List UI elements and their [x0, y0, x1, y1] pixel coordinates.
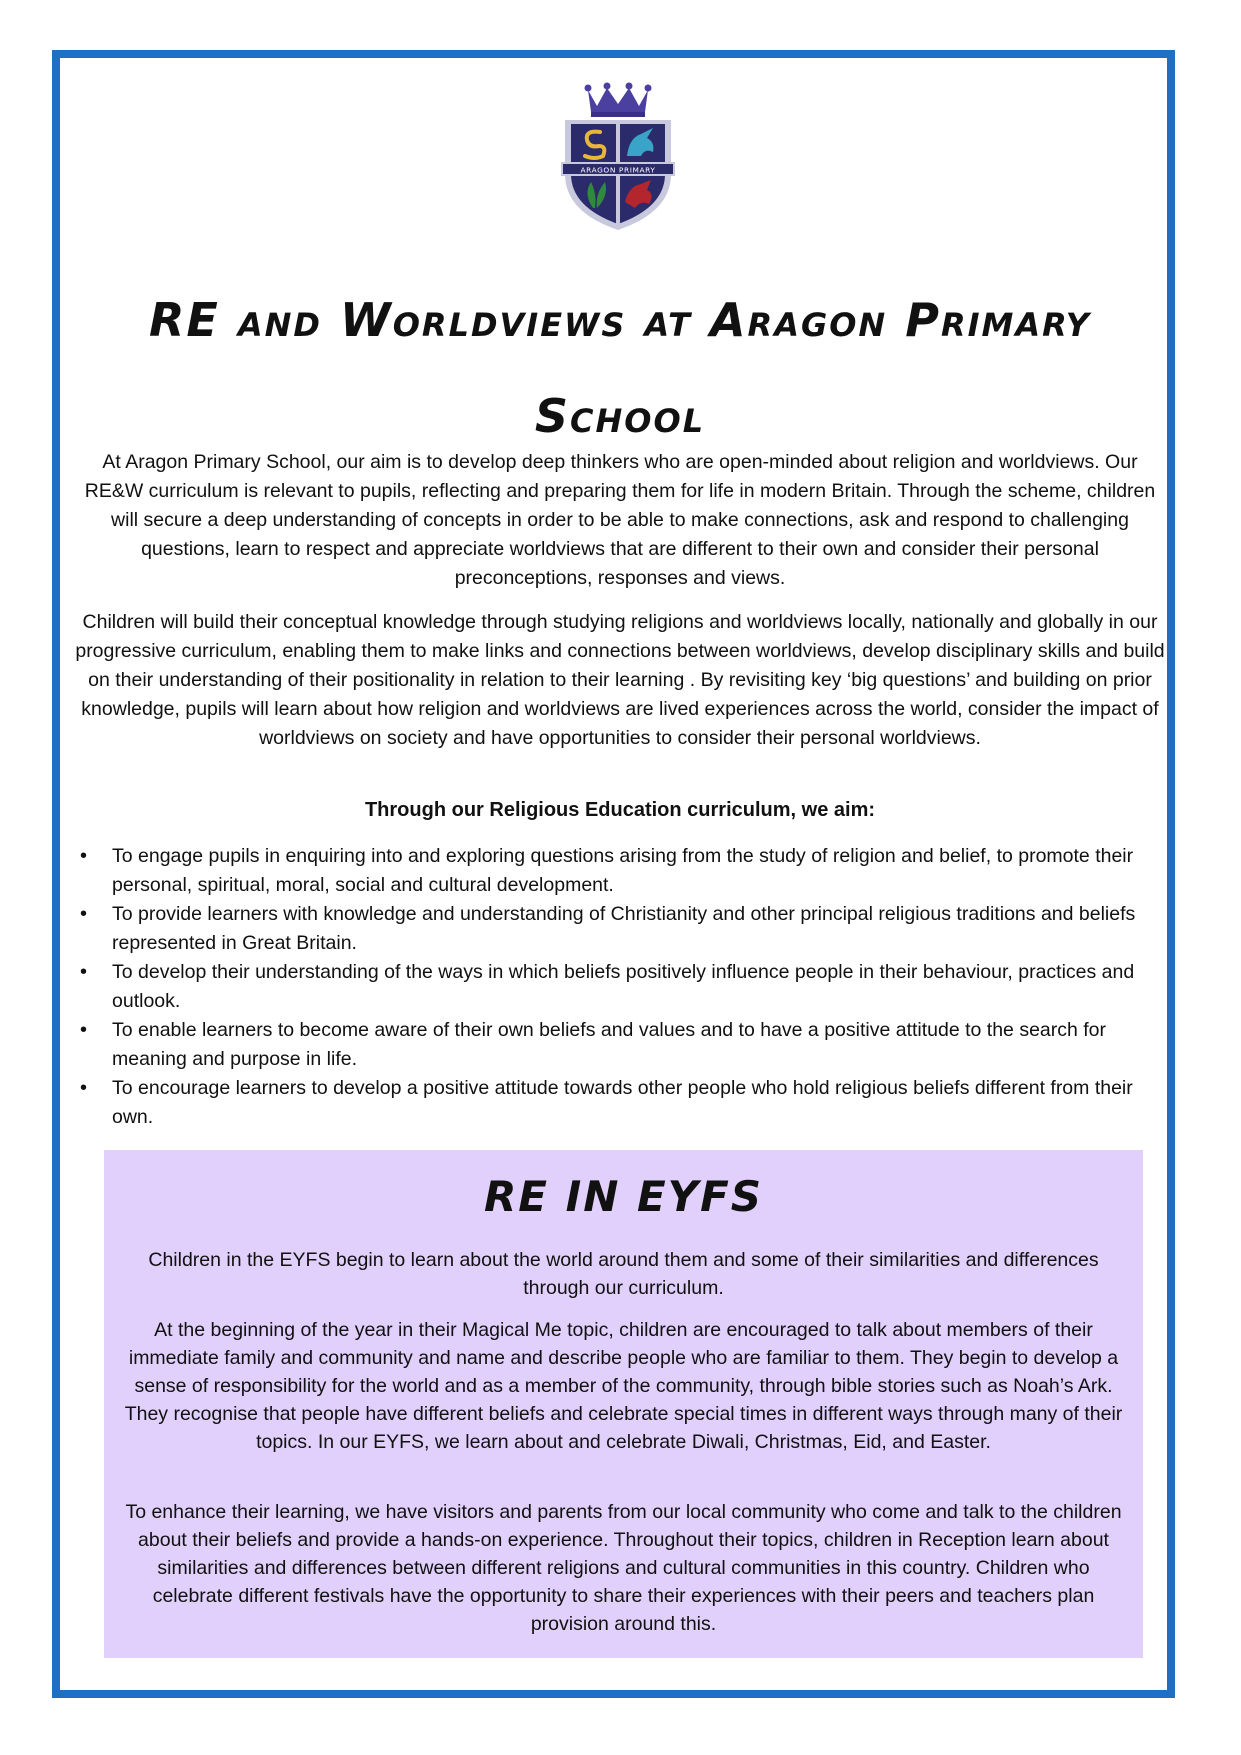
bullet-icon: •: [80, 1077, 88, 1099]
eyfs-paragraph-3: To enhance their learning, we have visitors and parents from our local community who come and talk to the children about their beliefs and provide a hands-on experience. Throughout their topics, children in Reception learn about similarities and differences between different religions and cultural communities in this country. Children who celebrate different festivals have the opportunity to share their experiences with their peers and teachers plan provision around this.: [125, 1501, 1122, 1635]
bullet-icon: •: [80, 903, 88, 925]
bullet-icon: •: [80, 961, 88, 983]
aim-text: To enable learners to become aware of their own beliefs and values and to have a positive attitude to the search for meaning and purpose in life.: [112, 1019, 1107, 1070]
aim-text: To develop their understanding of the ways in which beliefs positively influence people in their behaviour, practices and outlook.: [112, 961, 1135, 1012]
aim-text: To provide learners with knowledge and understanding of Christianity and other principal religious traditions and beliefs represented in Great Britain.: [112, 903, 1136, 954]
page-title: RE and Worldviews at Aragon Primary School: [149, 293, 1091, 443]
bullet-icon: •: [80, 1019, 88, 1041]
school-crest-logo: [555, 76, 681, 232]
aim-text: To engage pupils in enquiring into and exploring questions arising from the study of religion and belief, to promote their personal, spiritual, moral, social and cultural development.: [112, 845, 1134, 896]
aims-heading: Through our Religious Education curriculum, we aim:: [364, 799, 876, 821]
eyfs-paragraph-2: At the beginning of the year in their Magical Me topic, children are encouraged to talk about members of their immediate family and community and name and describe people who are familiar to them. They begin to develop a sense of responsibility for the world and as a member of the community, through bible stories such as Noah’s Ark. They recognise that people have different beliefs and celebrate special times in different ways through many of their topics. In our EYFS, we learn about and celebrate Diwali, Christmas, Eid, and Easter.: [124, 1319, 1123, 1453]
eyfs-paragraph-1: Children in the EYFS begin to learn about the world around them and some of their similarities and differences through our curriculum.: [148, 1249, 1099, 1299]
aims-list-item: [70, 1016, 1170, 1074]
aims-list-item: [70, 958, 1170, 1016]
bullet-icon: •: [80, 845, 88, 867]
eyfs-section: [104, 1150, 1143, 1658]
aims-list-item: [70, 1074, 1170, 1132]
aims-list-item: [70, 900, 1170, 958]
intro-paragraph-1: At Aragon Primary School, our aim is to develop deep thinkers who are open-minded about religion and worldviews. Our RE&W curriculum is relevant to pupils, reflecting and preparing them for life in modern Britain. Through the scheme, children will secure a deep understanding of concepts in order to be able to make connections, ask and respond to challenging questions, learn to respect and appreciate worldviews that are different to their own and consider their personal preconceptions, responses and views.: [84, 451, 1156, 589]
aims-list: [70, 842, 1170, 1132]
aims-list-item: [70, 842, 1170, 900]
crest-banner-text: ARAGON PRIMARY: [580, 165, 656, 175]
eyfs-title: RE IN EYFS: [483, 1172, 764, 1221]
aim-text: To encourage learners to develop a positive attitude towards other people who hold religious beliefs different from their own.: [112, 1077, 1133, 1128]
intro-paragraph-2: Children will build their conceptual knowledge through studying religions and worldviews locally, nationally and globally in our progressive curriculum, enabling them to make links and connections between worldviews, develop disciplinary skills and build on their understanding of their positionality in relation to their learning . By revisiting key ‘big questions’ and building on prior knowledge, pupils will learn about how religion and worldviews are lived experiences across the world, consider the impact of worldviews on society and have opportunities to consider their personal worldviews.: [75, 611, 1165, 749]
